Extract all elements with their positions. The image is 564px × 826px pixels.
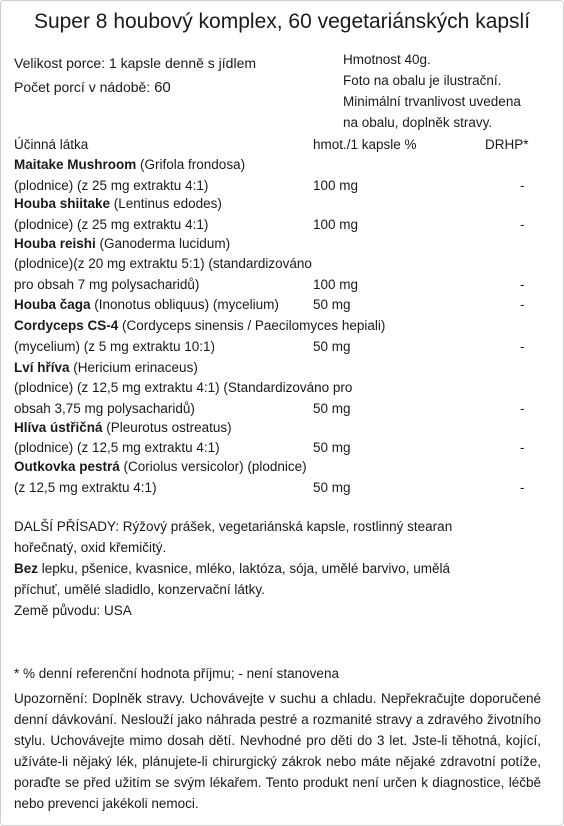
ingredient-name-line: [14, 459, 307, 474]
ingredient-latin: (Pleurotus ostreatus): [102, 420, 232, 435]
ingredient-detail: (plodnice) (z 25 mg extraktu 4:1): [14, 178, 209, 193]
ingredient-latin: (Grifola frondosa): [136, 157, 246, 172]
serving-size: Velikost porce: 1 kapsle denně s jídlem: [14, 55, 257, 71]
ingredient-name-line: [14, 360, 198, 375]
footnote: * % denní referenční hodnota příjmu; - není stanovena: [14, 666, 339, 681]
ingredient-name: Outkovka pestrá: [14, 459, 120, 474]
free-from-line: [14, 561, 450, 576]
ingredient-latin: (Inonotus obliquus) (mycelium): [90, 297, 279, 312]
servings-value: 60: [154, 79, 171, 96]
servings-label: Počet porcí v nádobě:: [14, 79, 151, 95]
ingredient-name-line: [14, 318, 385, 333]
servings-per-container: [14, 79, 171, 96]
ingredient-drhp: -: [520, 480, 525, 495]
ingredient-amount: 50 mg: [313, 297, 351, 312]
ingredient-name: Houba shiitake: [14, 196, 111, 211]
product-title: Super 8 houbový komplex, 60 vegetariánských kapslí: [33, 10, 531, 33]
ingredient-name: Cordyceps CS-4: [14, 318, 119, 333]
ingredient-amount: 50 mg: [313, 440, 351, 455]
ingredient-detail: obsah 3,75 mg polysacharidů): [14, 401, 195, 416]
ingredient-name-line: [14, 236, 230, 251]
note-weight: Hmotnost 40g.: [343, 52, 431, 67]
ingredient-latin: (Hericium erinaceus): [69, 360, 198, 375]
ingredient-drhp: -: [520, 339, 525, 354]
ingredient-name-line: [14, 196, 222, 211]
ingredient-name: Lví hříva: [14, 360, 70, 375]
other-ingredients-line: hořečnatý, oxid křemičitý.: [14, 540, 167, 555]
ingredient-drhp: -: [520, 440, 525, 455]
ingredient-name-line: [14, 297, 279, 312]
ingredient-name: Houba reishi: [14, 236, 96, 251]
warning-text: Upozornění: Doplněk stravy. Uchovávejte v suchu a chladu. Nepřekračujte doporučené denní dávkování. Neslouží jako náhrada pestré a rozmanité stravy a zdravého životního stylu. Uchovávejte mimo dosah dětí. Nevhodné pro děti do 3 let. Jste-li těhotná, kojící, užíváte-li nějaký lék, plánujete-li chirurgický zákrok nebo máte nějaké zdravotní potíže, poraďte se před užitím se svým lékařem. Tento produkt není určen k diagnostice, léčbě nebo prevenci jakékoli nemoci.: [14, 691, 541, 811]
ingredient-detail: pro obsah 7 mg polysacharidů): [14, 277, 200, 292]
ingredient-name-line: [14, 420, 232, 435]
note-supplement: na obalu, doplněk stravy.: [343, 115, 493, 130]
ingredient-amount: 50 mg: [313, 401, 351, 416]
ingredient-name: Maitake Mushroom: [14, 157, 137, 172]
ingredient-name: Hlíva ústřičná: [14, 420, 103, 435]
ingredient-detail: (z 12,5 mg extraktu 4:1): [14, 480, 157, 495]
ingredient-latin: (Lentinus edodes): [110, 196, 222, 211]
ingredient-detail: (plodnice)(z 20 mg extraktu 5:1) (standardizováno: [14, 256, 312, 271]
header-drhp: DRHP*: [485, 137, 529, 152]
other-ingredients-line: DALŠÍ PŘÍSADY: Rýžový prášek, vegetariánská kapsle, rostlinný stearan: [14, 519, 453, 534]
ingredient-latin: (Ganoderma lucidum): [95, 236, 231, 251]
ingredient-amount: 50 mg: [313, 480, 351, 495]
ingredient-drhp: -: [520, 178, 525, 193]
ingredient-detail: (mycelium) (z 5 mg extraktu 10:1): [14, 339, 216, 354]
note-expiry: Minimální trvanlivost uvedena: [343, 94, 521, 109]
ingredient-detail: (plodnice) (z 12,5 mg extraktu 4:1): [14, 440, 220, 455]
ingredient-drhp: -: [520, 277, 525, 292]
header-ingredient: Účinná látka: [14, 137, 89, 152]
ingredient-amount: 100 mg: [313, 178, 359, 193]
ingredient-drhp: -: [520, 401, 525, 416]
country-of-origin: Země původu: USA: [14, 603, 132, 618]
ingredient-drhp: -: [520, 217, 525, 232]
ingredient-detail: (plodnice) (z 12,5 mg extraktu 4:1) (Standardizováno pro: [14, 380, 353, 395]
free-from-label: Bez: [14, 561, 39, 576]
ingredient-name-line: [14, 157, 245, 172]
free-from-line: příchuť, umělé sladidlo, konzervační látky.: [14, 582, 265, 597]
ingredient-drhp: -: [520, 297, 525, 312]
header-amount: hmot./1 kapsle %: [313, 137, 417, 152]
ingredient-amount: 50 mg: [313, 339, 351, 354]
ingredient-latin: (Coriolus versicolor) (plodnice): [119, 459, 307, 474]
note-photo: Foto na obalu je ilustrační.: [343, 73, 502, 88]
ingredient-name: Houba čaga: [14, 297, 91, 312]
ingredient-amount: 100 mg: [313, 277, 359, 292]
ingredient-detail: (plodnice) (z 25 mg extraktu 4:1): [14, 217, 209, 232]
ingredient-amount: 100 mg: [313, 217, 359, 232]
ingredient-latin: (Cordyceps sinensis / Paecilomyces hepiali): [118, 318, 386, 333]
free-from-text: lepku, pšenice, kvasnice, mléko, laktóza, sója, umělé barvivo, umělá: [38, 561, 450, 576]
